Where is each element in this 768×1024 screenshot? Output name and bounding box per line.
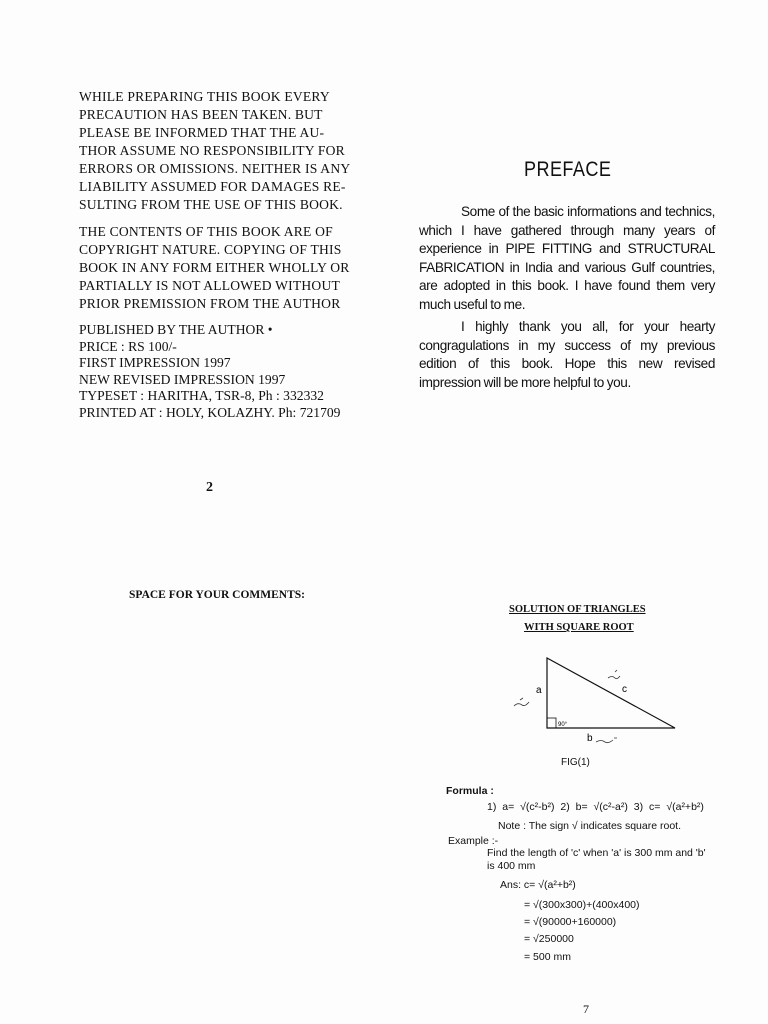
handwritten-note — [608, 670, 620, 679]
example-text: Find the length of 'c' when 'a' is 300 mm and 'b' is 400 mm — [487, 847, 706, 872]
answer-line: = √(300x300)+(400x400) — [524, 899, 640, 911]
copyright-line: THE CONTENTS OF THIS BOOK ARE OF — [79, 224, 333, 239]
page-number: 7 — [583, 1002, 589, 1016]
disclaimer-line: ERRORS OR OMISSIONS. NEITHER IS ANY — [79, 161, 351, 176]
disclaimer-line: THOR ASSUME NO RESPONSIBILITY FOR — [79, 143, 345, 158]
disclaimer-line: SULTING FROM THE USE OF THIS BOOK. — [79, 197, 343, 212]
preface-paragraph: Some of the basic informations and technics, which I have gathered through many years of experience in PIPE FITTING and STRUCTURAL FABRICATION in India and various Gulf countries, are adopted in this book. I have found them very much useful to me. — [419, 204, 715, 312]
handwritten-note — [596, 738, 617, 743]
publication-line: PRICE : RS 100/- — [79, 338, 177, 354]
copyright-notice — [79, 223, 364, 313]
right-triangle-diagram — [510, 650, 685, 745]
angle-label: 90° — [558, 722, 568, 728]
page-number: 2 — [206, 480, 213, 495]
comments-heading: SPACE FOR YOUR COMMENTS: — [129, 589, 306, 601]
figure-caption: FIG(1) — [561, 757, 590, 768]
answer-line: Ans: c= √(a²+b²) — [500, 879, 576, 891]
disclaimer-text — [79, 88, 364, 214]
answer-line: = 500 mm — [524, 951, 571, 963]
preface-title: PREFACE — [524, 158, 612, 181]
disclaimer-line: WHILE PREPARING THIS BOOK EVERY — [79, 89, 330, 104]
preface-paragraph: I highly thank you all, for your hearty congragulations in my success of my previous edition of this book. Hope this new revised impression will be more helpful to you. — [419, 319, 715, 390]
right-angle-marker — [547, 718, 556, 728]
note-text: Note : The sign √ indicates square root. — [498, 820, 682, 832]
answer-line: = √(90000+160000) — [524, 916, 617, 928]
publication-line: TYPESET : HARITHA, TSR-8, Ph : 332332 — [79, 388, 324, 403]
handwritten-note — [514, 698, 529, 706]
example-label: Example :- — [448, 835, 499, 847]
copyright-line: COPYRIGHT NATURE. COPYING OF THIS — [79, 242, 342, 257]
side-a-label: a — [536, 685, 542, 696]
copyright-line: PRIOR PREMISSION FROM THE AUTHOR — [79, 296, 341, 311]
publication-line: FIRST IMPRESSION 1997 — [79, 355, 231, 370]
disclaimer-line: PRECAUTION HAS BEEN TAKEN. BUT — [79, 107, 323, 122]
formula-line: 1) a= √(c²-b²) 2) b= √(c²-a²) 3) c= √(a²+b²) — [487, 801, 704, 813]
formula-label: Formula : — [446, 785, 494, 797]
side-b-label: b — [587, 733, 593, 744]
disclaimer-line: LIABILITY ASSUMED FOR DAMAGES RE- — [79, 179, 346, 194]
side-c-label: c — [622, 684, 627, 695]
triangle-shape — [547, 658, 675, 728]
copyright-line: BOOK IN ANY FORM EITHER WHOLLY OR — [79, 260, 350, 275]
publication-line: PUBLISHED BY THE AUTHOR • — [79, 322, 273, 337]
section-heading: SOLUTION OF TRIANGLES — [509, 604, 646, 615]
section-heading: WITH SQUARE ROOT — [524, 622, 634, 633]
publication-line: PRINTED AT : HOLY, KOLAZHY. Ph: 721709 — [79, 404, 341, 420]
publication-line: NEW REVISED IMPRESSION 1997 — [79, 371, 286, 387]
copyright-line: PARTIALLY IS NOT ALLOWED WITHOUT — [79, 278, 340, 293]
disclaimer-line: PLEASE BE INFORMED THAT THE AU- — [79, 125, 325, 140]
publication-info — [79, 322, 369, 421]
answer-line: = √250000 — [524, 933, 574, 945]
